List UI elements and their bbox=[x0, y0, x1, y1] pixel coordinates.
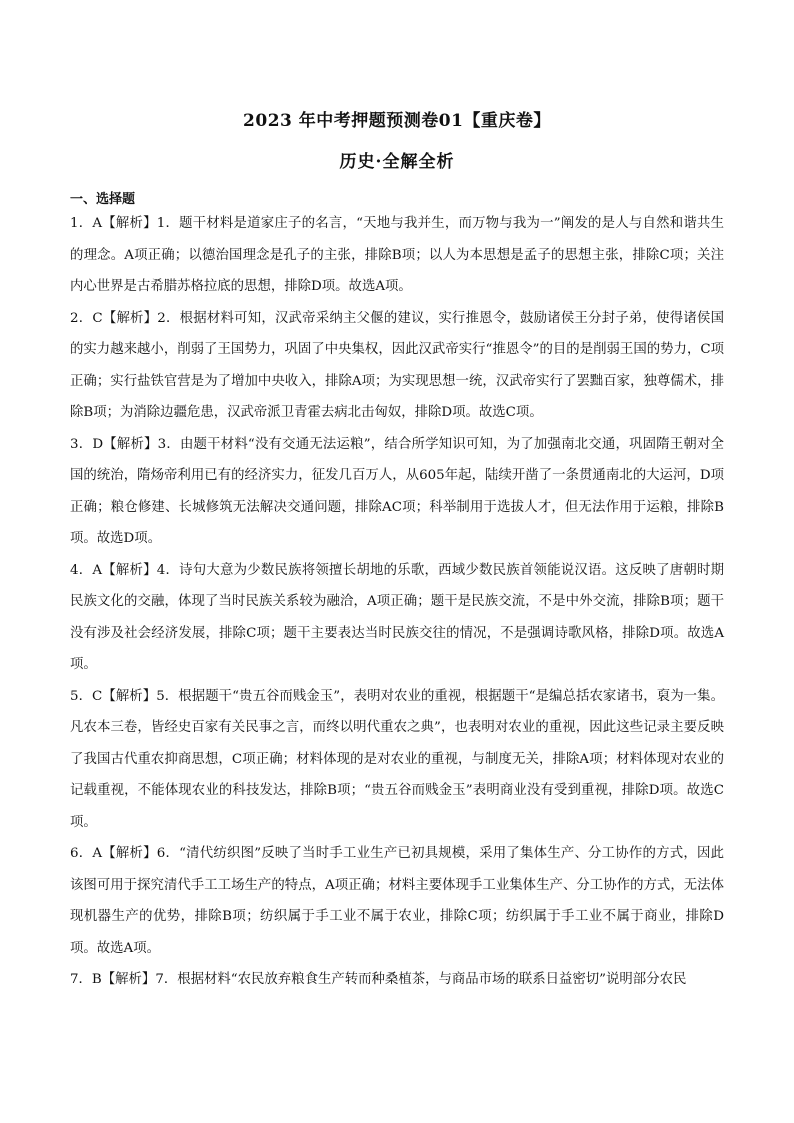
answer-list bbox=[70, 208, 724, 996]
answer-item-2: 2．C【解析】2．根据材料可知，汉武帝采纳主父偃的建议，实行推恩令，鼓励诸侯王分封子弟，使得诸侯国的实力越来越小，削弱了王国势力，巩固了中央集权，因此汉武帝实行“推恩令”的目的是削弱王国的势力，C项正确；实行盐铁官营是为了增加中央收入，排除A项；为实现思想一统，汉武帝实行了罢黜百家，独尊儒术，排除B项；为消除边疆危患，汉武帝派卫青霍去病北击匈奴，排除D项。故选C项。 bbox=[70, 310, 724, 420]
answer-item-1: 1．A【解析】1．题干材料是道家庄子的名言，“天地与我并生，而万物与我为一”阐发的是人与自然和谐共生的理念。A项正确；以德治国理念是孔子的主张，排除B项；以人为本思想是孟子的思想主张，排除C项；关注内心世界是古希腊苏格拉底的思想，排除D项。故选A项。 bbox=[70, 216, 724, 294]
answer-item-3: 3．D【解析】3．由题干材料“没有交通无法运粮”，结合所学知识可知，为了加强南北交通，巩固隋王朝对全国的统治，隋炀帝利用已有的经济实力，征发几百万人，从605年起，陆续开凿了一条贯通南北的大运河，D项正确；粮仓修建、长城修筑无法解决交通问题，排除AC项；科举制用于选拔人才，但无法作用于运粮，排除B项。故选D项。 bbox=[70, 436, 724, 546]
section-heading: 一、选择题 bbox=[70, 192, 136, 207]
document-subtitle: 历史·全解全析 bbox=[339, 152, 455, 172]
answer-item-7: 7．B【解析】7．根据材料“农民放弃粮食生产转而种桑植茶，与商品市场的联系日益密切”说明部分农民 bbox=[70, 972, 687, 987]
document-title: 2023 年中考押题预测卷01【重庆卷】 bbox=[243, 111, 551, 131]
answer-item-5: 5．C【解析】5．根据题干“贵五谷而贱金玉”，表明对农业的重视，根据题干“是编总括农家诸书，裒为一集。凡农本三卷，皆经史百家有关民事之言，而终以明代重农之典”，也表明对农业的重视，因此这些记录主要反映了我国古代重农抑商思想，C项正确；材料体现的是对农业的重视，与制度无关，排除A项；材料体现对农业的记载重视，不能体现农业的科技发达，排除B项；“贵五谷而贱金玉”表明商业没有受到重视，排除D项。故选C项。 bbox=[70, 688, 724, 830]
answer-item-6: 6．A【解析】6．“清代纺织图”反映了当时手工业生产已初具规模，采用了集体生产、分工协作的方式，因此该图可用于探究清代手工工场生产的特点，A项正确；材料主要体现手工业集体生产、分工协作的方式，无法体现机器生产的优势，排除B项；纺织属于手工业不属于农业，排除C项；纺织属于手工业不属于商业，排除D项。故选A项。 bbox=[70, 846, 724, 956]
answer-item-4: 4．A【解析】4．诗句大意为少数民族将领擅长胡地的乐歌，西域少数民族首领能说汉语。这反映了唐朝时期民族文化的交融，体现了当时民族关系较为融洽，A项正确；题干是民族交流，不是中外交流，排除B项；题干没有涉及社会经济发展，排除C项；题干主要表达当时民族交往的情况，不是强调诗歌风格，排除D项。故选A项。 bbox=[70, 562, 724, 672]
